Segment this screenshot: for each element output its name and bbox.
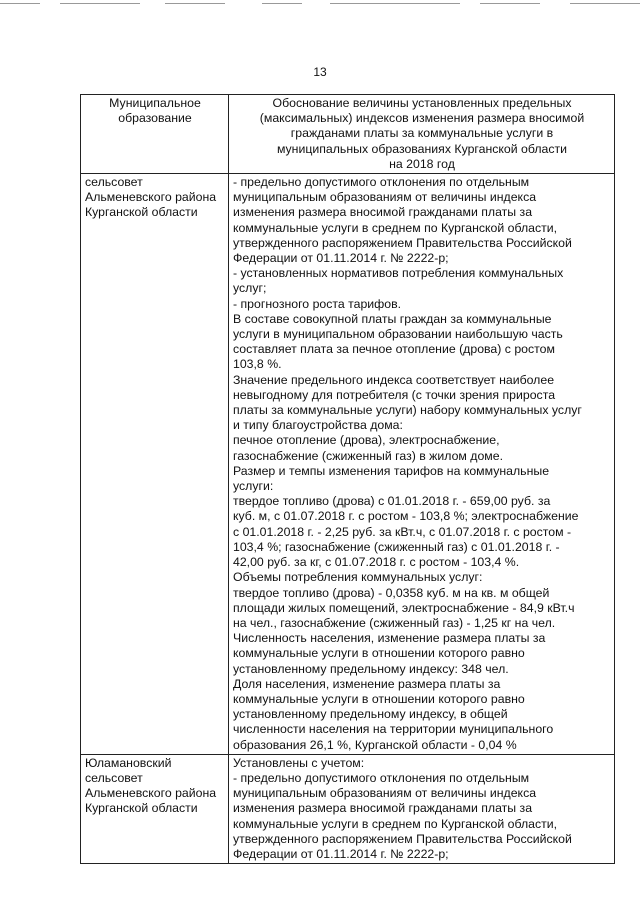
justification-line: В составе совокупной платы граждан за коммунальные: [233, 311, 552, 326]
justification-cell: [229, 754, 615, 863]
justification-line: коммунальные услуги в отношении которого равно: [233, 646, 525, 661]
justification-line: 103,8 %.: [233, 357, 282, 372]
header-line: гражданами платы за коммунальные услуги в: [290, 126, 554, 141]
justification-line: Численность населения, изменение размера платы за: [233, 631, 546, 646]
justification-line: платы за коммунальные услуги) набору коммунальных услуг: [233, 403, 582, 418]
justification-line: твердое топливо (дрова) - 0,0358 куб. м на кв. м общей: [233, 585, 550, 600]
justification-line: площади жилых помещений, электроснабжение - 84,9 кВт.ч: [233, 600, 575, 615]
municipality-line: Альменевского района: [85, 190, 217, 205]
justification-line: газоснабжение (сжиженный газ) в жилом доме.: [233, 448, 504, 463]
municipality-line: сельсовет: [85, 770, 143, 785]
justification-line: 103,4 %; газоснабжение (сжиженный газ) с 01.01.2018 г. -: [233, 539, 560, 554]
header-municipality: [81, 95, 229, 174]
municipality-line: Альменевского района: [85, 786, 217, 801]
justification-line: изменения размера вносимой гражданами платы за: [233, 801, 533, 816]
justification-line: - установленных нормативов потребления коммунальных: [233, 266, 564, 281]
header-line: Муниципальное: [109, 96, 201, 110]
justification-line: - предельно допустимого отклонения по отдельным: [233, 175, 530, 190]
justification-line: муниципальным образованиям от величины индекса: [233, 190, 537, 205]
justification-line: и типу благоустройства дома:: [233, 418, 403, 433]
header-line: (максимальных) индексов изменения размера вносимой: [259, 111, 585, 126]
municipality-cell: [81, 174, 229, 755]
justification-line: Федерации от 01.11.2014 г. № 2222-р;: [233, 846, 449, 861]
municipality-line: Курганской области: [85, 205, 198, 220]
justification-line: на чел., газоснабжение (сжиженный газ) - 1,25 кг на чел.: [233, 615, 556, 630]
justification-line: Доля населения, изменение размера платы за: [233, 676, 501, 691]
justification-line: утвержденного распоряжением Правительства Российской: [233, 235, 572, 250]
table-header-row: [81, 95, 615, 174]
table-row: [81, 754, 615, 863]
justification-line: 42,00 руб. за кг, с 01.07.2018 г. с ростом - 103,4 %.: [233, 555, 520, 570]
justification-line: изменения размера вносимой гражданами платы за: [233, 205, 533, 220]
justification-line: с 01.01.2018 г. - 2,25 руб. за кВт.ч, с 01.07.2018 г. с ростом -: [233, 524, 572, 539]
municipality-line: Курганской области: [85, 801, 198, 816]
justification-line: численности населения на территории муниципального: [233, 722, 554, 737]
justification-line: установленному предельному индексу: 348 чел.: [233, 661, 509, 676]
justification-line: коммунальные услуги в среднем по Курганской области,: [233, 816, 558, 831]
justification-line: образования 26,1 %, Курганской области - 0,04 %: [233, 737, 517, 752]
justification-line: твердое топливо (дрова) с 01.01.2018 г. - 659,00 руб. за: [233, 494, 551, 509]
justification-line: услуг;: [233, 281, 267, 296]
justification-line: коммунальные услуги в отношении которого равно: [233, 691, 525, 706]
header-line: на 2018 год: [389, 156, 455, 171]
municipality-line: Юламановский: [85, 755, 172, 770]
justification-line: установленному предельному индексу, в общей: [233, 707, 508, 722]
justification-line: услуги в муниципальном образовании наибольшую часть: [233, 327, 563, 342]
municipality-line: сельсовет: [85, 175, 143, 190]
justification-cell: [229, 174, 615, 755]
justification-line: - предельно допустимого отклонения по отдельным: [233, 770, 530, 785]
header-line: муниципальных образованиях Курганской области: [276, 141, 568, 156]
justification-line: невыгодному для потребителя (с точки зрения прироста: [233, 387, 556, 402]
justification-line: составляет плата за печное отопление (дрова) с ростом: [233, 342, 555, 357]
justification-line: Установлены с учетом:: [233, 755, 365, 770]
scan-artifact-line: [0, 3, 640, 5]
municipality-cell: [81, 754, 229, 863]
justification-line: куб. м, с 01.07.2018 г. с ростом - 103,8 %; электроснабжение: [233, 509, 579, 524]
justification-line: коммунальные услуги в среднем по Курганской области,: [233, 220, 558, 235]
justification-line: Значение предельного индекса соответствует наиболее: [233, 372, 555, 387]
table-row: [81, 174, 615, 755]
tariff-justification-table: [80, 94, 615, 864]
justification-line: печное отопление (дрова), электроснабжение,: [233, 433, 500, 448]
header-line: Обоснование величины установленных предельных: [272, 96, 572, 110]
justification-line: услуги:: [233, 479, 274, 494]
header-line: образование: [118, 111, 192, 126]
header-justification: [229, 95, 615, 174]
justification-line: Федерации от 01.11.2014 г. № 2222-р;: [233, 251, 449, 266]
justification-line: Размер и темпы изменения тарифов на коммунальные: [233, 463, 550, 478]
justification-line: муниципальным образованиям от величины индекса: [233, 786, 537, 801]
justification-line: - прогнозного роста тарифов.: [233, 296, 402, 311]
justification-line: Объемы потребления коммунальных услуг:: [233, 570, 483, 585]
page-number: 13: [313, 65, 327, 79]
justification-line: утвержденного распоряжением Правительства Российской: [233, 831, 572, 846]
